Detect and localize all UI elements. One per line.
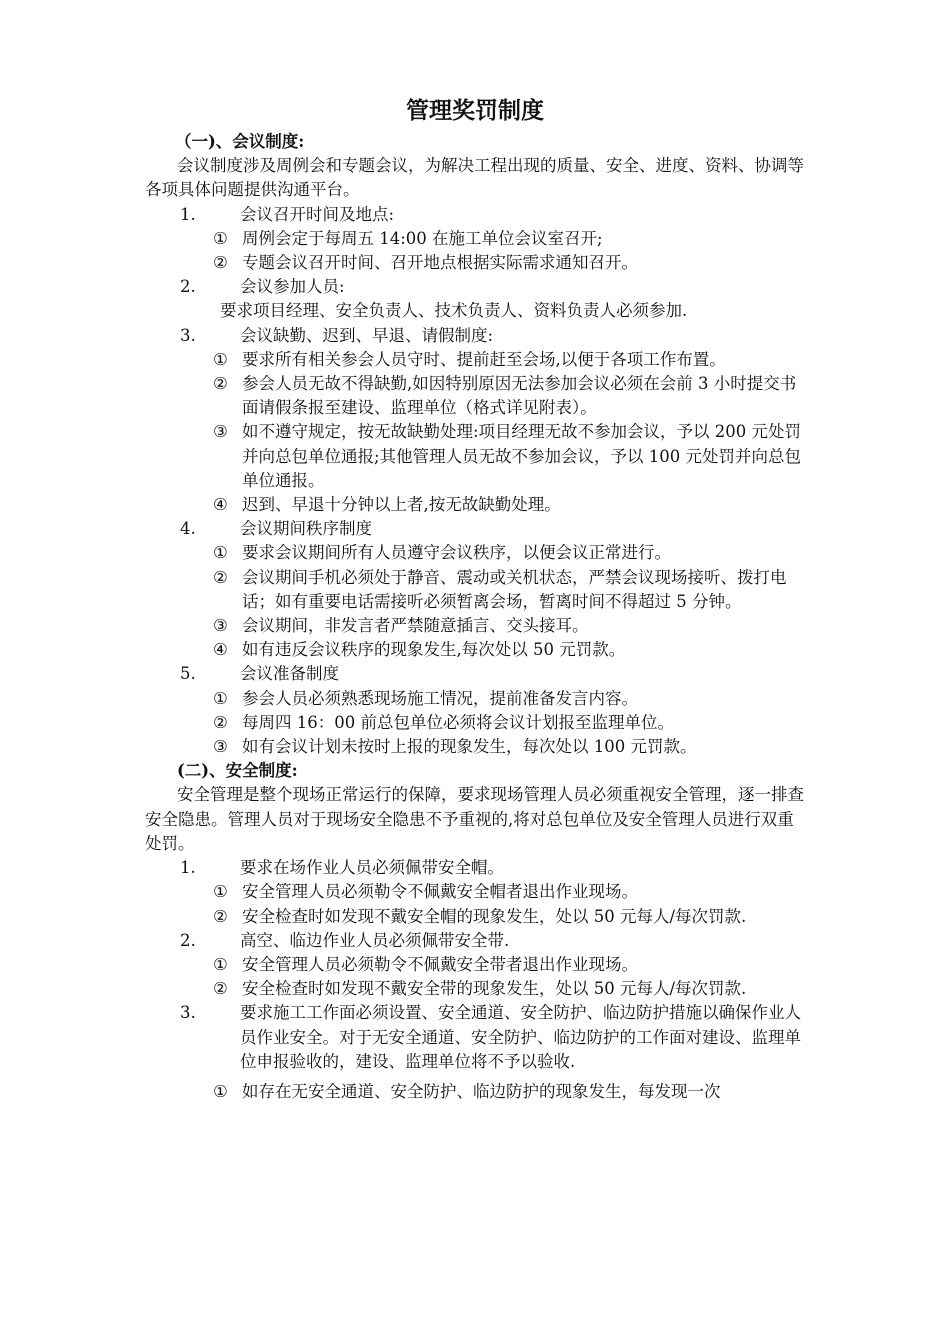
sub-item-text: 安全管理人员必须勒令不佩戴安全带者退出作业现场。 <box>242 954 638 974</box>
sub-item-text: 安全管理人员必须勒令不佩戴安全帽者退出作业现场。 <box>242 882 638 902</box>
item-title: 高空、临边作业人员必须佩带安全带. <box>240 930 510 950</box>
circled-number: ① <box>213 688 228 708</box>
sub-item <box>145 541 805 565</box>
numbered-item <box>145 517 805 541</box>
item-title: 要求在场作业人员必须佩带安全帽。 <box>240 858 504 878</box>
section-heading-safety: (二)、安全制度: <box>177 761 298 781</box>
sub-item <box>145 614 805 638</box>
sub-item-text: 如有会议计划未按时上报的现象发生，每次处以 100 元罚款。 <box>242 737 697 757</box>
sub-item <box>145 566 805 614</box>
circled-number: ① <box>213 349 228 369</box>
sub-item-text: 每周四 16：00 前总包单位必须将会议计划报至监理单位。 <box>242 712 674 732</box>
item-number: 2. <box>180 277 196 297</box>
circled-number: ① <box>213 1081 228 1101</box>
circled-number: ③ <box>213 422 228 442</box>
document-body <box>145 130 805 1104</box>
numbered-item <box>145 275 805 299</box>
item-title: 会议缺勤、迟到、早退、请假制度: <box>240 325 494 345</box>
circled-number: ④ <box>213 495 228 515</box>
item-number: 4. <box>180 519 196 539</box>
item-title: 会议准备制度 <box>240 664 339 684</box>
sub-item <box>145 420 805 493</box>
section-heading-meeting: （一)、会议制度: <box>175 132 305 151</box>
sub-item <box>145 880 805 904</box>
circled-number: ③ <box>213 737 228 757</box>
circled-number: ① <box>213 882 228 902</box>
sub-item-text: 安全检查时如发现不戴安全帽的现象发生，处以 50 元每人/每次罚款. <box>242 906 747 926</box>
numbered-item <box>145 856 805 880</box>
circled-number: ② <box>213 712 228 732</box>
circled-number: ① <box>213 543 228 563</box>
section-intro-safety: 安全管理是整个现场正常运行的保障，要求现场管理人员必须重视安全管理，逐一排查安全隐患。管理人员对于现场安全隐患不予重视的,将对总包单位及安全管理人员进行双重处罚。 <box>145 785 804 853</box>
circled-number: ① <box>213 954 228 974</box>
sub-item-text: 如存在无安全通道、安全防护、临边防护的现象发生，每发现一次 <box>242 1081 721 1101</box>
sub-item <box>145 493 805 517</box>
circled-number: ② <box>213 906 228 926</box>
circled-number: ① <box>213 228 228 248</box>
item-number: 1. <box>180 858 196 878</box>
sub-item <box>145 735 805 759</box>
sub-item <box>145 687 805 711</box>
item-note: 要求项目经理、安全负责人、技术负责人、资料负责人必须参加. <box>220 301 688 321</box>
sub-item-text: 迟到、早退十分钟以上者,按无故缺勤处理。 <box>242 495 561 515</box>
item-title: 会议期间秩序制度 <box>240 519 372 539</box>
page-title: 管理奖罚制度 <box>406 97 544 124</box>
sub-item-text: 参会人员无故不得缺勤,如因特别原因无法参加会议必须在会前 3 小时提交书面请假条报至建设、监理单位（格式详见附表）。 <box>242 374 797 418</box>
circled-number: ② <box>213 374 228 394</box>
circled-number: ② <box>213 979 228 999</box>
sub-item <box>145 348 805 372</box>
sub-item <box>145 711 805 735</box>
sub-item-text: 专题会议召开时间、召开地点根据实际需求通知召开。 <box>242 253 638 273</box>
numbered-item <box>145 662 805 686</box>
item-number: 5. <box>180 664 196 684</box>
sub-item-text: 安全检查时如发现不戴安全带的现象发生，处以 50 元每人/每次罚款. <box>242 979 747 999</box>
sub-item <box>145 251 805 275</box>
item-number: 3. <box>180 1003 196 1023</box>
circled-number: ② <box>213 567 228 587</box>
sub-item-text: 要求会议期间所有人员遵守会议秩序，以便会议正常进行。 <box>242 543 671 563</box>
circled-number: ② <box>213 253 228 273</box>
sub-item-text: 如不遵守规定，按无故缺勤处理:项目经理无故不参加会议，予以 200 元处罚并向总包单位通报;其他管理人员无故不参加会议，予以 100 元处罚并向总包单位通报。 <box>242 422 802 490</box>
circled-number: ④ <box>213 640 228 660</box>
numbered-item <box>145 324 805 348</box>
sub-item <box>145 372 805 420</box>
sub-item <box>145 1080 805 1104</box>
item-number: 1. <box>180 204 196 224</box>
item-title: 要求施工工作面必须设置、安全通道、安全防护、临边防护措施以确保作业人员作业安全。对于无安全通道、安全防护、临边防护的工作面对建设、监理单位申报验收的，建设、监理单位将不予以验收. <box>240 1003 801 1071</box>
sub-item-text: 参会人员必须熟悉现场施工情况，提前准备发言内容。 <box>242 688 638 708</box>
sub-item-text: 会议期间手机必须处于静音、震动或关机状态，严禁会议现场接听、拨打电话；如有重要电话需接听必须暂离会场，暂离时间不得超过 5 分钟。 <box>242 567 787 611</box>
sub-item-text: 周例会定于每周五 14:00 在施工单位会议室召开; <box>242 228 603 248</box>
circled-number: ③ <box>213 616 228 636</box>
sub-item <box>145 977 805 1001</box>
sub-item <box>145 227 805 251</box>
item-number: 3. <box>180 325 196 345</box>
section-intro-meeting: 会议制度涉及周例会和专题会议，为解决工程出现的质量、安全、进度、资料、协调等各项具体问题提供沟通平台。 <box>145 156 804 200</box>
sub-item <box>145 905 805 929</box>
numbered-item <box>145 1001 805 1074</box>
sub-item <box>145 953 805 977</box>
sub-item-text: 如有违反会议秩序的现象发生,每次处以 50 元罚款。 <box>242 640 626 660</box>
item-title: 会议召开时间及地点: <box>240 204 395 224</box>
sub-item-text: 会议期间，非发言者严禁随意插言、交头接耳。 <box>242 616 589 636</box>
sub-item-text: 要求所有相关参会人员守时、提前赶至会场,以便于各项工作布置。 <box>242 349 726 369</box>
numbered-item <box>145 929 805 953</box>
item-title: 会议参加人员: <box>240 277 345 297</box>
numbered-item <box>145 203 805 227</box>
item-number: 2. <box>180 930 196 950</box>
sub-item <box>145 638 805 662</box>
